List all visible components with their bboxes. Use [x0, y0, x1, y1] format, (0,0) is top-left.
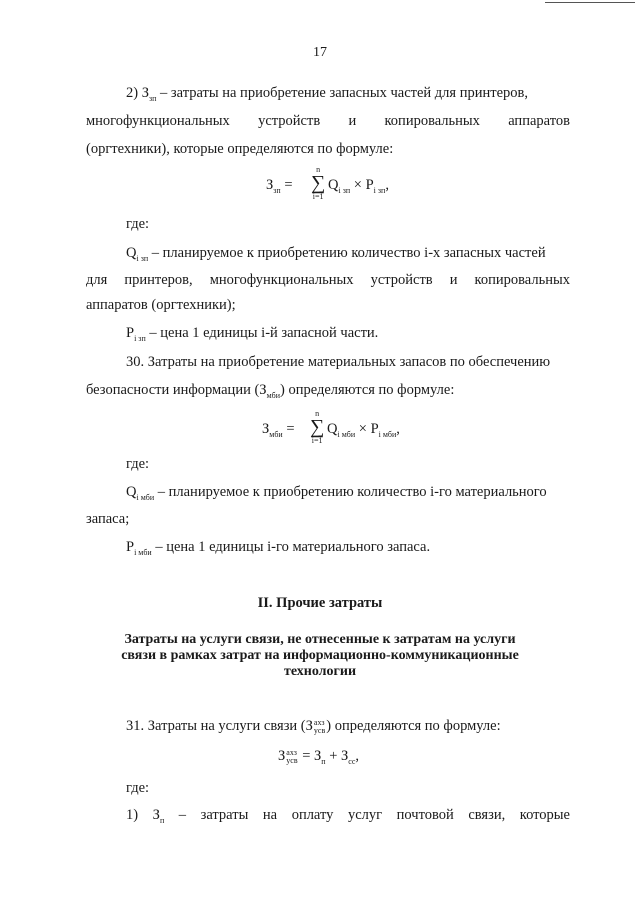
item-31: 31. Затраты на услуги связи (З ахз усв ) определяются по формуле:	[126, 717, 501, 735]
item-2-line-1: 2) $З_{зп}$ – затраты на приобретение запасных частей для принтеров,	[126, 85, 528, 103]
qdef-1-line-2: для принтеров, многофункциональных устройств и копировальных	[86, 272, 570, 288]
sum-symbol: n ∑ i=1	[311, 165, 326, 201]
header-rule	[545, 2, 635, 3]
formula-mbi: $З_{мби}$ = n ∑ i=1 $Q_{i мби} \times P_{i мби}$,	[262, 409, 400, 445]
page-number: 17	[313, 45, 327, 60]
pdef-2: $P_{i мби}$ – цена 1 единицы i-го материального запаса.	[126, 539, 431, 557]
item-30-line-1: 30. Затраты на приобретение материальных запасов по обеспечению	[126, 354, 551, 370]
formula-usv: З ахз усв = $З_п + З_{сс}$,	[278, 747, 360, 766]
qdef-2-line-2: запаса;	[86, 511, 130, 527]
formula-zp: $З_{зп}$ = n ∑ i=1 $Q_{i зп} \times P_{i зп}$,	[266, 165, 389, 201]
section-title: II. Прочие затраты	[257, 595, 383, 611]
item-30-line-2: безопасности информации $(З_{мби})$ определяются по формуле:	[86, 382, 455, 400]
qdef-1-line-1: $Q_{i зп}$ – планируемое к приобретению количество i-х запасных частей	[126, 245, 546, 263]
item-2-line-2: многофункциональных устройств и копировальных аппаратов	[86, 113, 570, 129]
item-1-line-1: 1) $З_п$ – затраты на оплату услуг почтовой связи, которые	[126, 807, 570, 825]
where-1: где:	[126, 216, 150, 232]
where-3: где:	[126, 780, 150, 796]
pdef-1: $P_{i зп}$ – цена 1 единицы i-й запасной части.	[126, 325, 379, 343]
subheading: Затраты на услуги связи, не отнесенные к затратам на услуги связи в рамках затрат на информационно-коммуникационные технологии	[121, 632, 519, 679]
where-2: где:	[126, 456, 150, 472]
item-2-line-3: (оргтехники), которые определяются по формуле:	[86, 141, 394, 157]
qdef-2-line-1: $Q_{i мби}$ – планируемое к приобретению количество i-го материального	[126, 484, 547, 502]
qdef-1-line-3: аппаратов (оргтехники);	[86, 297, 236, 313]
sum-symbol: n ∑ i=1	[310, 409, 325, 445]
